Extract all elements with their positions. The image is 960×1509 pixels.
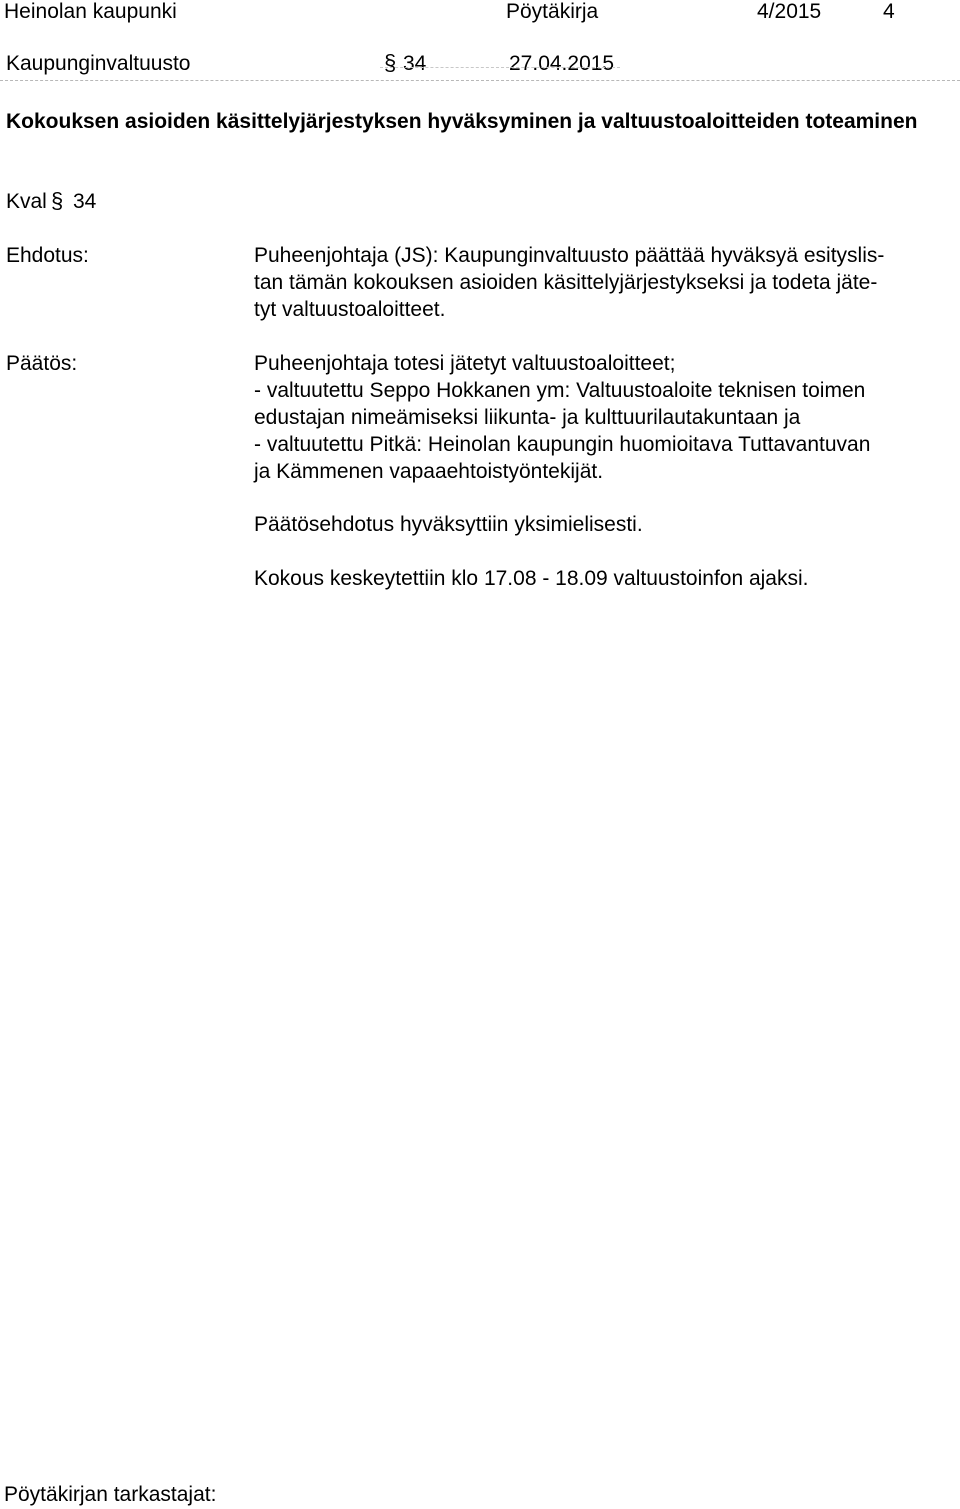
header-org: Heinolan kaupunki — [4, 0, 177, 23]
decision-line: edustajan nimeämiseksi liikunta- ja kulttuurilautakuntaan ja — [254, 406, 801, 429]
decision-line: - valtuutettu Seppo Hokkanen ym: Valtuustoaloite teknisen toimen — [254, 379, 866, 402]
decision-line: ja Kämmenen vapaaehtoistyöntekijät. — [254, 460, 604, 483]
header-underline — [380, 67, 620, 68]
proposal-line: tan tämän kokouksen asioiden käsittelyjärjestykseksi ja todeta jäte- — [254, 271, 878, 294]
header-body-name: Kaupunginvaltuusto — [6, 52, 191, 75]
section-ref-symbol-icon: § — [51, 188, 64, 213]
header-divider — [0, 80, 960, 81]
section-ref-number: 34 — [73, 190, 97, 213]
header-page-number: 4 — [883, 0, 895, 23]
page-title: Kokouksen asioiden käsittelyjärjestyksen hyväksyminen ja valtuustoaloitteiden toteaminen — [6, 110, 918, 133]
section-ref-prefix: Kval — [6, 190, 47, 213]
section-symbol-icon: § — [384, 50, 397, 75]
reviewers-label: Pöytäkirjan tarkastajat: — [4, 1483, 217, 1506]
decision-line: Puheenjohtaja totesi jätetyt valtuustoaloitteet; — [254, 352, 676, 375]
header-doc-number: 4/2015 — [757, 0, 822, 23]
decision-note: Kokous keskeytettiin klo 17.08 - 18.09 valtuustoinfon ajaksi. — [254, 567, 809, 590]
decision-line: - valtuutettu Pitkä: Heinolan kaupungin huomioitava Tuttavantuvan — [254, 433, 871, 456]
header-doc-type: Pöytäkirja — [506, 0, 599, 23]
proposal-label: Ehdotus: — [6, 244, 89, 267]
proposal-line: Puheenjohtaja (JS): Kaupunginvaltuusto päättää hyväksyä esityslis- — [254, 244, 885, 267]
decision-label: Päätös: — [6, 352, 78, 375]
decision-result: Päätösehdotus hyväksyttiin yksimielisesti. — [254, 513, 643, 536]
header-date: 27.04.2015 — [509, 52, 615, 75]
header-section-number: 34 — [403, 52, 427, 75]
proposal-line: tyt valtuustoaloitteet. — [254, 298, 446, 321]
